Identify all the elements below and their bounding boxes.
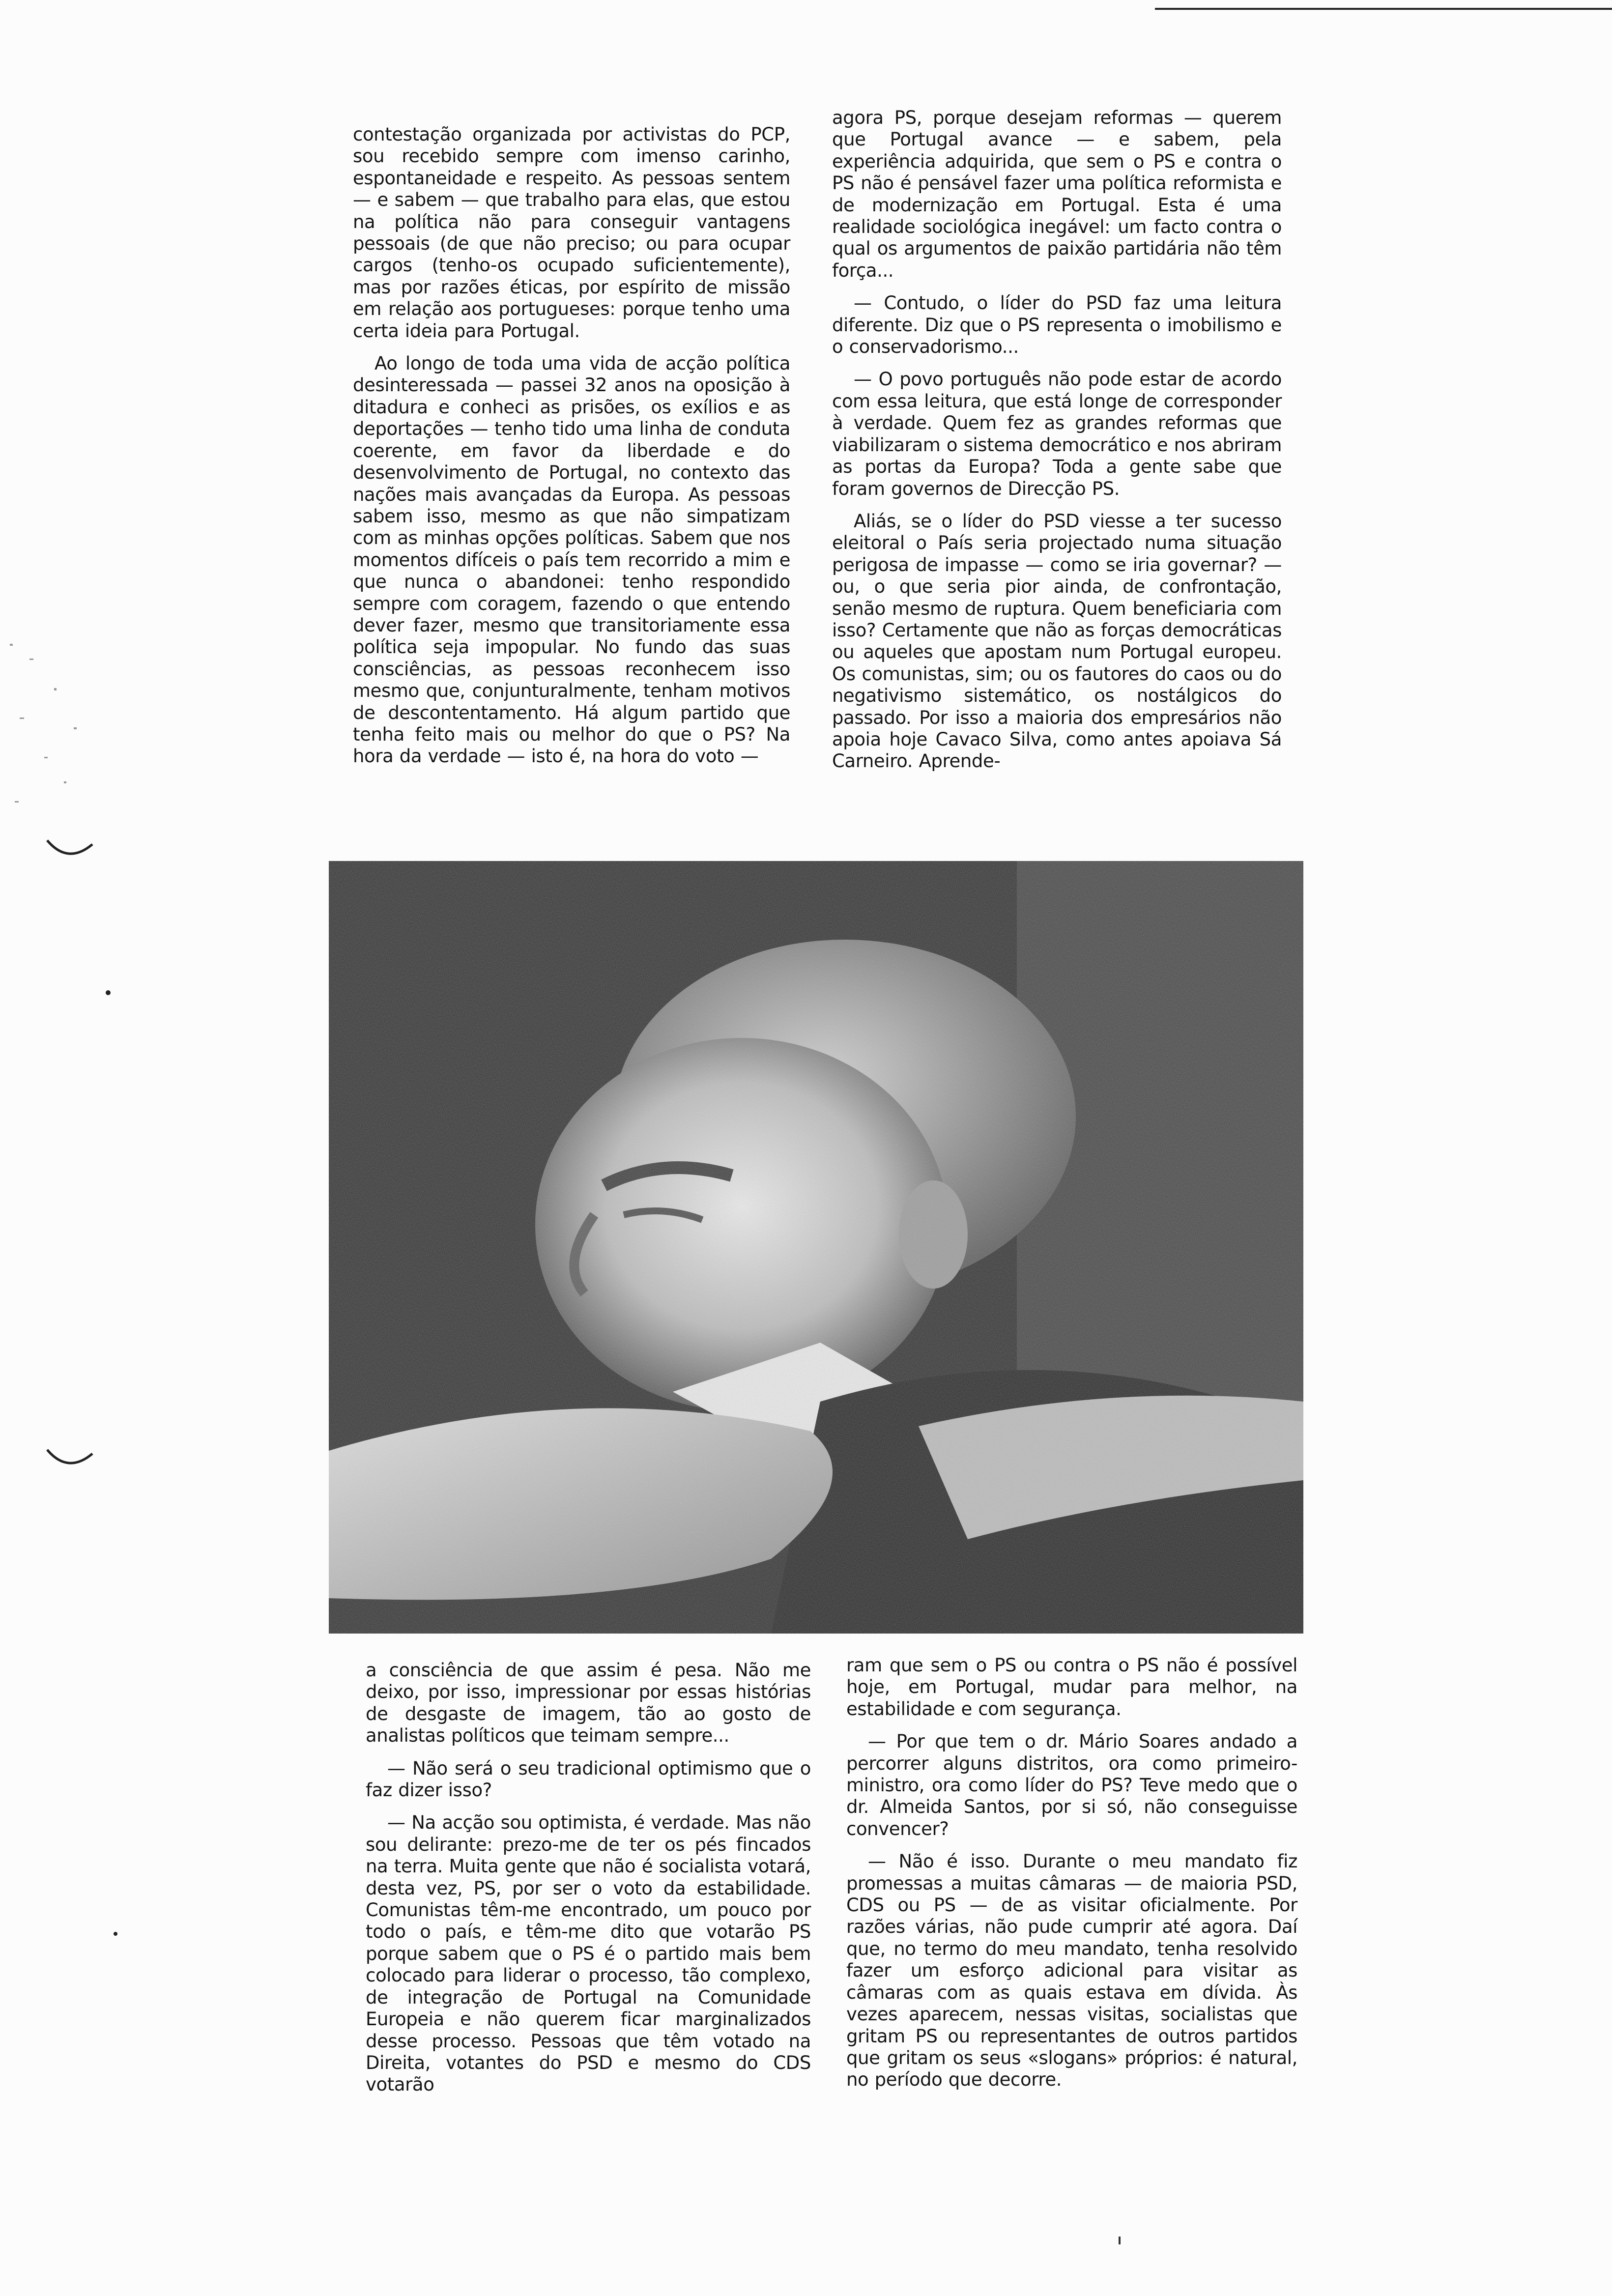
answer-paragraph: — Na acção sou optimista, é verdade. Mas não sou delirante: prezo-me de ter os pés fincados na terra. Muita gente que não é socialista votará, desta vez, PS, por ser o voto da estabilidade. Comunistas têm-me encontrado, um pouco por todo o país, e têm-me dito que votarão PS porque sabem que o PS é o partido mais bem colocado para liderar o processo, tão complexo, de integração de Portugal na Comunidade Europeia e não querem ficar marginalizados desse processo. Pessoas que têm votado na Direita, votantes do PSD e mesmo do CDS votarão [366,1812,811,2095]
column-top-right [832,107,1282,783]
paragraph: a consciência de que assim é pesa. Não me deixo, por isso, impressionar por essas histórias de desgaste de imagem, tão ao gosto de analistas políticos que teimam sempre... [366,1660,811,1747]
paragraph: ram que sem o PS ou contra o PS não é possível hoje, em Portugal, mudar para melhor, na estabilidade e com segurança. [846,1655,1297,1720]
paragraph: Ao longo de toda uma vida de acção política desinteressada — passei 32 anos na oposição à ditadura e conheci as prisões, os exílios e as deportações — tenho tido uma linha de conduta coerente, em favor da liberdade e do desenvolvimento de Portugal, no contexto das nações mais avançadas da Europa. As pessoas sabem isso, mesmo as que não simpatizam com as minhas opções políticas. Sabem que nos momentos difíceis o país tem recorrido a mim e que nunca o abandonei: tenho respondido sempre com coragem, fazendo o que entendo dever fazer, mesmo que transitoriamente essa política seja impopular. No fundo das suas consciências, as pessoas reconhecem isso mesmo que, conjunturalmente, tenham motivos de descontentamento. Há algum partido que tenha feito mais ou melhor do que o PS? Na hora da verdade — isto é, na hora do voto — [353,353,790,767]
scan-artifact-mark [43,1445,97,1479]
question-paragraph: — Contudo, o líder do PSD faz uma leitura diferente. Diz que o PS representa o imobilismo e o conservadorismo... [832,292,1282,358]
paragraph: Aliás, se o líder do PSD viesse a ter sucesso eleitoral o País seria projectado numa situação perigosa de impasse — como se iria governar? — ou, o que seria pior ainda, de confrontação, senão mesmo de ruptura. Quem beneficiaria com isso? Certamente que não as forças democráticas ou aqueles que apostam num Portugal europeu. Os comunistas, sim; ou os fautores do caos ou do negativismo sistemático, os nostálgicos do passado. Por isso a maioria dos empresários não apoia hoje Cavaco Silva, como antes apoiava Sá Carneiro. Aprende- [832,510,1282,772]
answer-paragraph: — O povo português não pode estar de acordo com essa leitura, que está longe de corresponder à verdade. Quem fez as grandes reformas que viabilizaram o sistema democrático e nos abriram as portas da Europa? Toda a gente sabe que foram governos de Direcção PS. [832,369,1282,499]
column-top-left [353,124,790,778]
scan-artifact-mark [43,835,97,870]
column-bottom-left [366,1660,811,2107]
scan-dot [98,983,118,1003]
scan-dot [1115,2234,1124,2248]
paragraph: contestação organizada por activistas do PCP, sou recebido sempre com imenso carinho, espontaneidade e respeito. As pessoas sentem — e sabem — que trabalho para elas, que estou na política não para conseguir vantagens pessoais (de que não preciso; ou para ocupar cargos (tenho-os ocupado suficientemente), mas por razões éticas, por espírito de missão em relação aos portugueses: porque tenho uma certa ideia para Portugal. [353,124,790,342]
scan-dot [108,1926,123,1941]
question-paragraph: — Por que tem o dr. Mário Soares andado a percorrer alguns distritos, ora como primeiro-ministro, ora como líder do PS? Teve medo que o dr. Almeida Santos, por si só, não conseguisse convencer? [846,1731,1297,1839]
answer-paragraph: — Não é isso. Durante o meu mandato fiz promessas a muitas câmaras — de maioria PSD, CDS ou PS — de as visitar oficialmente. Por razões várias, não pude cumprir até agora. Daí que, no termo do meu mandato, tenha resolvido fazer um esforço adicional para visitar as câmaras com as quais estava em dívida. Às vezes aparecem, nessas visitas, socialistas que gritam PS ou representantes de outros partidos que gritam os seus «slogans» próprios: é natural, no período que decorre. [846,1851,1297,2091]
scan-noise-speckle [0,629,98,835]
question-paragraph: — Não será o seu tradicional optimismo que o faz dizer isso? [366,1757,811,1801]
top-edge-rule [1155,8,1612,10]
paragraph: agora PS, porque desejam reformas — querem que Portugal avance — e sabem, pela experiência adquirida, que sem o PS e contra o PS não é pensável fazer uma política reformista e de modernização em Portugal. Esta é uma realidade sociológica inegável: um facto contra o qual os argumentos de paixão partidária não têm força... [832,107,1282,281]
column-bottom-right [846,1655,1297,2102]
photo-illustration [329,861,1303,1634]
portrait-photo [329,861,1303,1634]
